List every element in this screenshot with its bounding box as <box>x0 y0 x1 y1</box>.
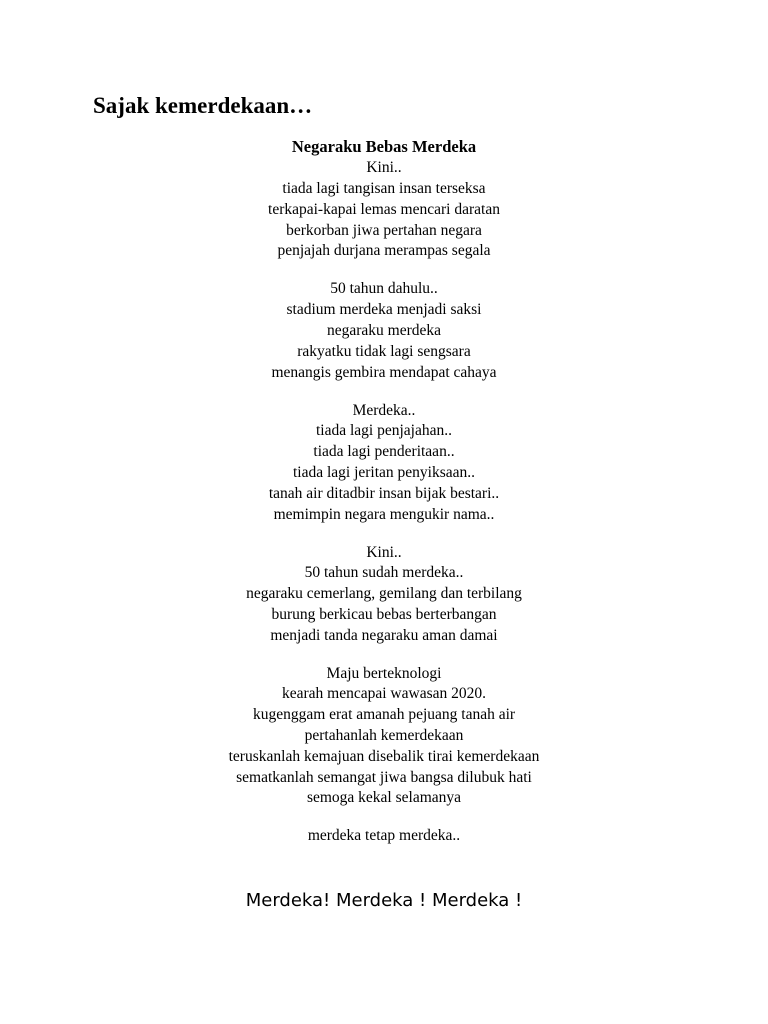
stanza-line: pertahanlah kemerdekaan <box>304 727 464 745</box>
stanza <box>0 401 768 526</box>
stanza-line: semoga kekal selamanya <box>306 789 462 807</box>
closing-shout: Merdeka! Merdeka ! Merdeka ! <box>245 890 523 911</box>
poem-stanzas <box>0 158 768 809</box>
poem-title: Negaraku Bebas Merdeka <box>291 137 477 156</box>
stanza-line: kearah mencapai wawasan 2020. <box>282 685 486 703</box>
stanza <box>0 664 768 810</box>
closing-line: merdeka tetap merdeka.. <box>307 827 461 845</box>
stanza-line: stadium merdeka menjadi saksi <box>286 301 482 319</box>
stanza-line: tiada lagi tangisan insan terseksa <box>282 179 486 197</box>
stanza-line: teruskanlah kemajuan disebalik tirai kemerdekaan <box>228 747 540 765</box>
stanza-line: terkapai-kapai lemas mencari daratan <box>268 200 500 218</box>
stanza <box>0 279 768 383</box>
stanza-line: Merdeka.. <box>352 401 416 419</box>
stanza-line: negaraku merdeka <box>326 321 442 339</box>
stanza-line: menjadi tanda negaraku aman damai <box>270 626 498 644</box>
stanza-line: Kini.. <box>366 159 402 177</box>
stanza <box>0 158 768 262</box>
stanza-line: menangis gembira mendapat cahaya <box>271 363 497 381</box>
poem <box>0 136 768 847</box>
stanza-line: tiada lagi penderitaan.. <box>313 443 455 461</box>
stanza-line: rakyatku tidak lagi sengsara <box>297 342 471 360</box>
stanza-line: sematkanlah semangat jiwa bangsa dilubuk hati <box>236 768 532 786</box>
stanza-line: memimpin negara mengukir nama.. <box>273 505 495 523</box>
stanza-line: kugenggam erat amanah pejuang tanah air <box>252 706 516 724</box>
stanza-line: tanah air ditadbir insan bijak bestari.. <box>268 484 500 502</box>
stanza-line: tiada lagi penjajahan.. <box>316 422 452 440</box>
page-heading: Sajak kemerdekaan… <box>93 93 313 118</box>
stanza-line: 50 tahun dahulu.. <box>330 280 438 298</box>
stanza-line: Maju berteknologi <box>326 664 442 682</box>
stanza-line: negaraku cemerlang, gemilang dan terbilang <box>246 585 522 603</box>
stanza-line: burung berkicau bebas berterbangan <box>271 605 497 623</box>
stanza-line: Kini.. <box>366 543 402 561</box>
stanza-line: berkorban jiwa pertahan negara <box>286 221 482 239</box>
stanza-line: tiada lagi jeritan penyiksaan.. <box>292 463 476 481</box>
stanza <box>0 543 768 647</box>
stanza-line: penjajah durjana merampas segala <box>277 242 491 260</box>
stanza-line: 50 tahun sudah merdeka.. <box>304 564 464 582</box>
